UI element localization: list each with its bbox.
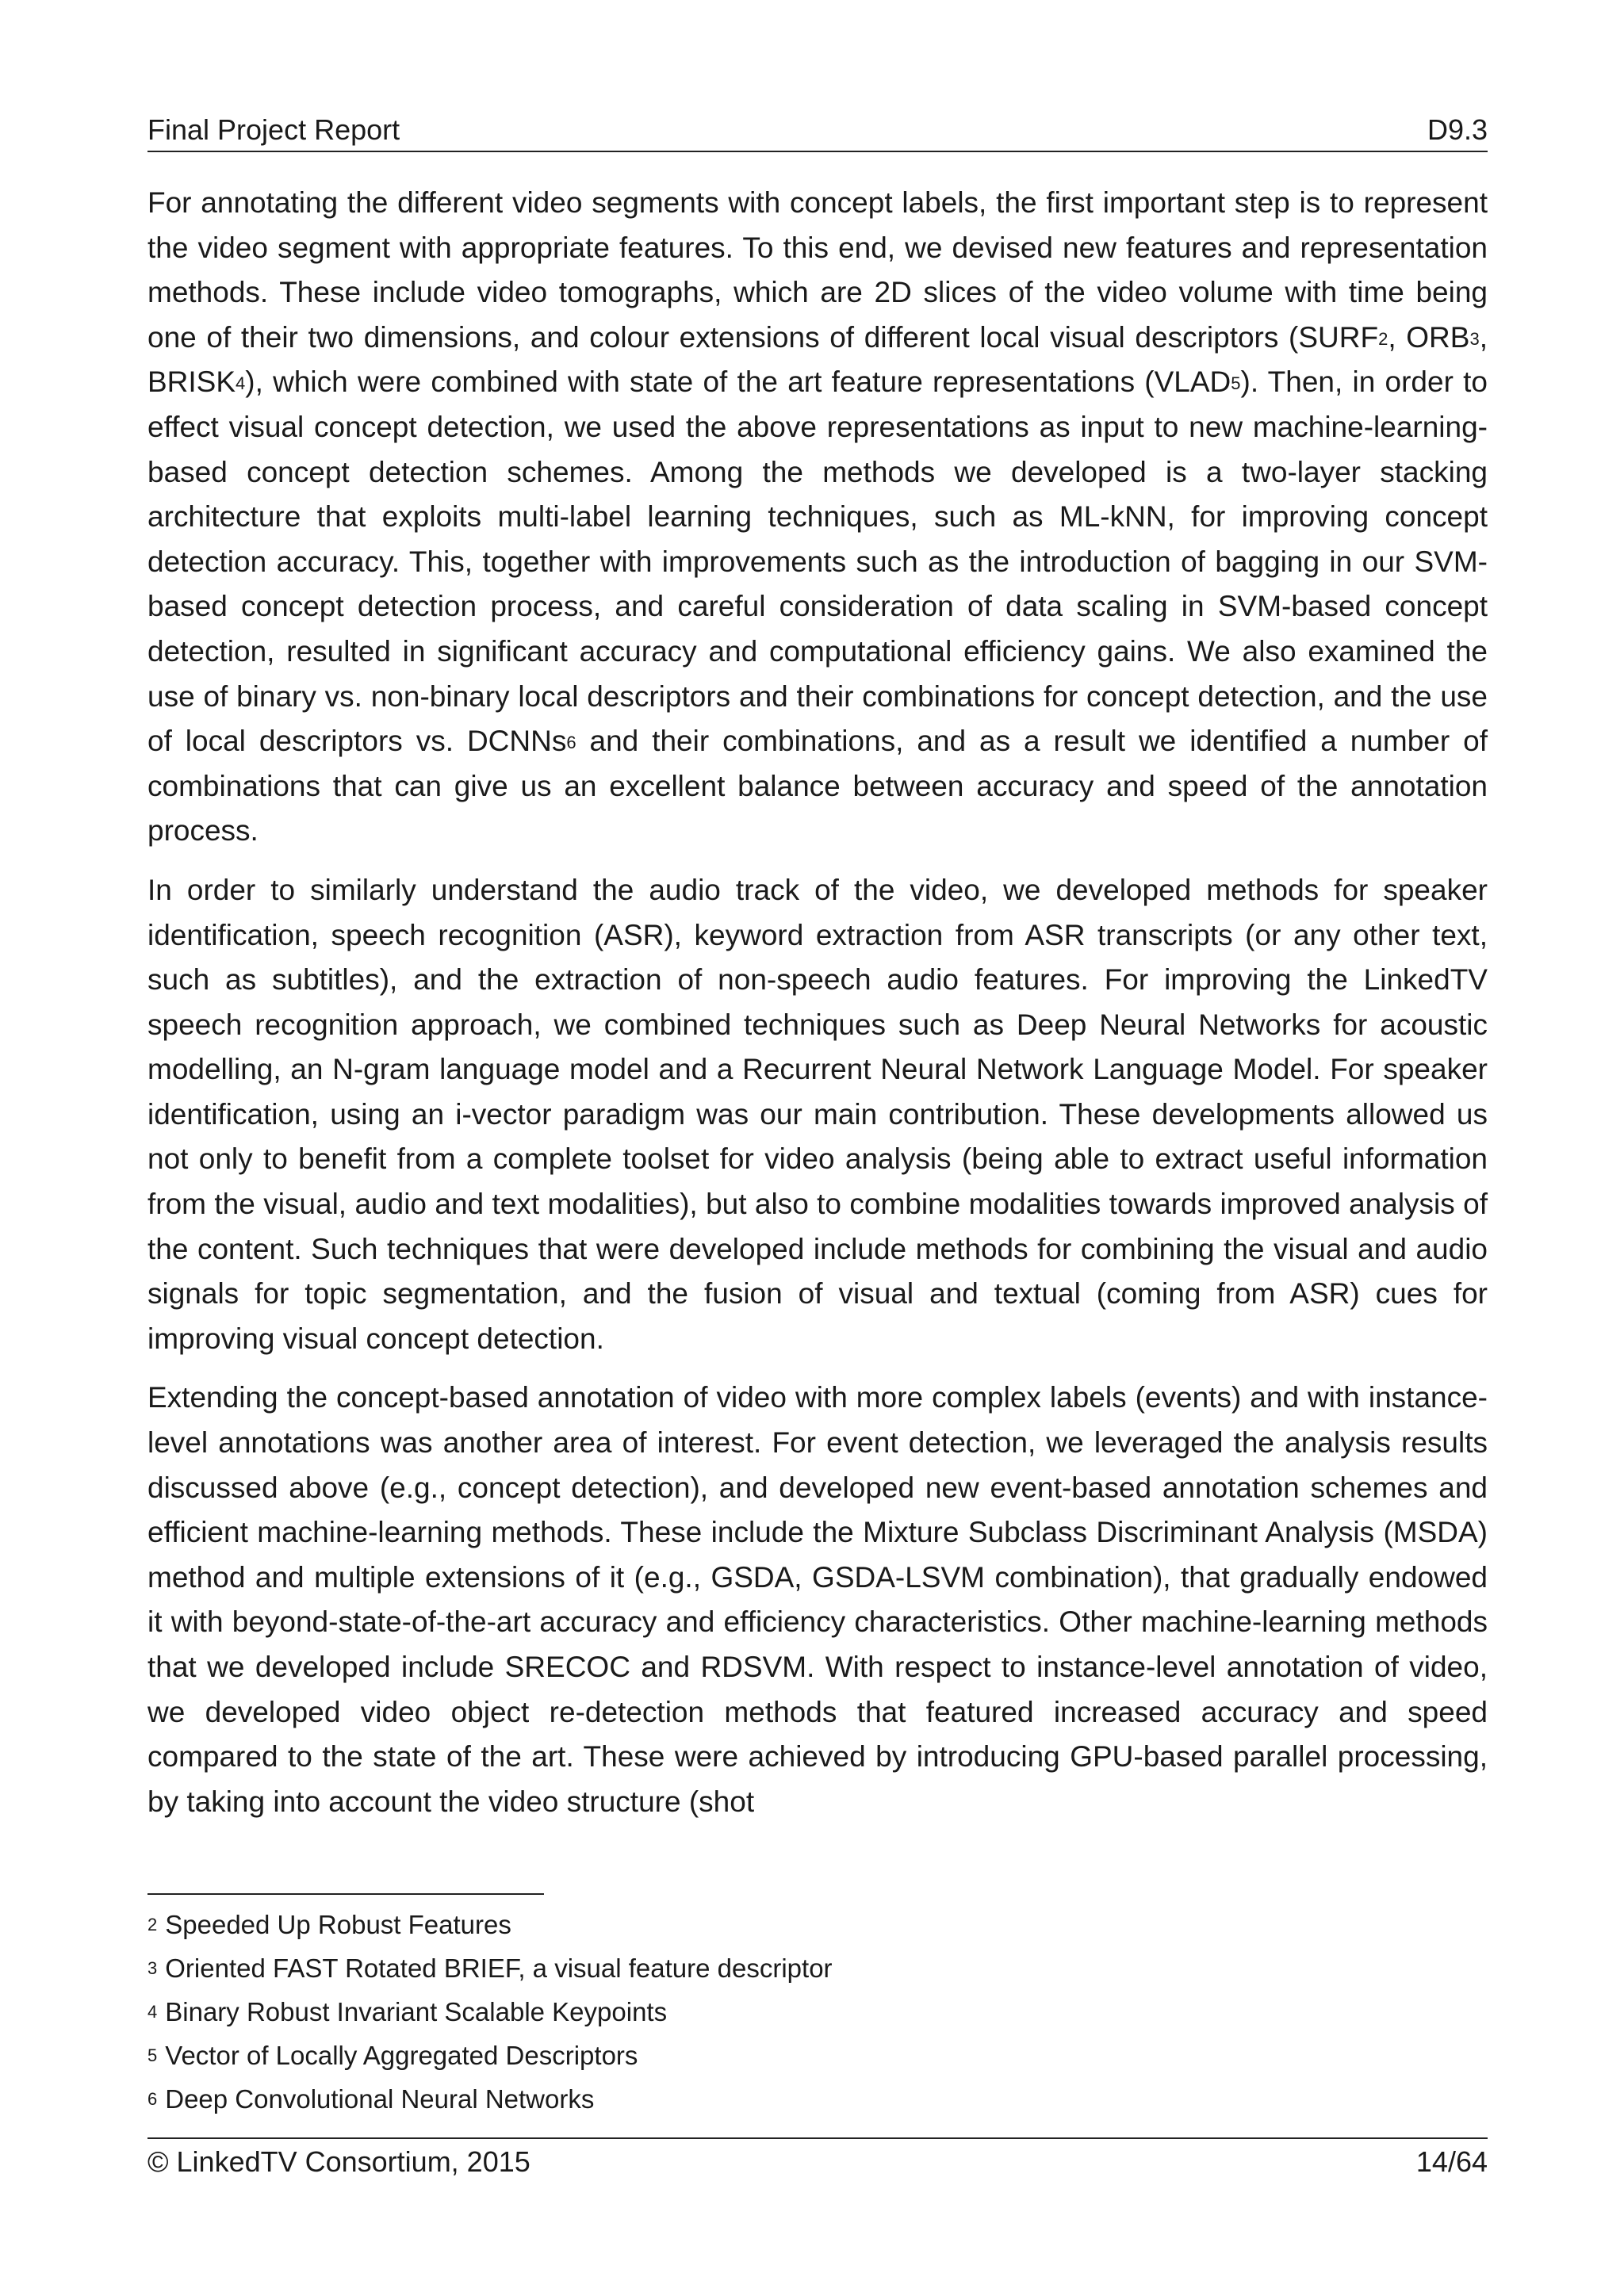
- page-number: 14/64: [1415, 2145, 1488, 2178]
- body-text: [147, 181, 1488, 1839]
- footnote-number: 6: [147, 2089, 158, 2109]
- paragraph-segment: ). Then, in order to effect visual concept detection, we used the above representations as input to new machine-learning-based concept detection schemes. Among the methods we developed is a two-layer stacking architecture that exploits multi-label learning techniques, such as ML-kNN, for improving concept detection accuracy. This, together with improvements such as the introduction of bagging in our SVM-based concept detection process, and careful consideration of data scaling in SVM-based concept detection, resulted in significant accuracy and computational efficiency gains. We also examined the use of binary vs. non-binary local descriptors and their combinations for concept detection, and the use of local descriptors vs. DCNNs: [147, 365, 1488, 758]
- deliverable-id: D9.3: [1427, 113, 1488, 146]
- page-header: [147, 111, 1488, 152]
- footnote-ref-5[interactable]: 5: [1231, 373, 1241, 394]
- footnote-ref-3[interactable]: 3: [1469, 328, 1480, 349]
- footnote-ref-4[interactable]: 4: [236, 373, 246, 394]
- paragraph-segment: , ORB: [1388, 320, 1470, 354]
- report-title: Final Project Report: [147, 113, 400, 146]
- paragraph-segment: , BRISK: [147, 320, 1488, 399]
- footnote-number: 4: [147, 2002, 158, 2022]
- footnote-5: [147, 2035, 1488, 2079]
- copyright-notice: © LinkedTV Consortium, 2015: [147, 2145, 530, 2178]
- footnote-number: 3: [147, 1958, 158, 1978]
- paragraph-event-detection: Extending the concept-based annotation of video with more complex labels (events) and with instance-level annotations was another area of interest. For event detection, we leveraged the analysis results discussed above (e.g., concept detection), and developed new event-based annotation schemes and efficient machine-learning methods. These include the Mixture Subclass Discriminant Analysis (MSDA) method and multiple extensions of it (e.g., GSDA, GSDA-LSVM combination), that gradually endowed it with beyond-state-of-the-art accuracy and efficiency characteristics. Other machine-learning methods that we developed include SRECOC and RDSVM. With respect to instance-level annotation of video, we developed video object re-detection methods that featured increased accuracy and speed compared to the state of the art. These were achieved by introducing GPU-based parallel processing, by taking into account the video structure (shot: [147, 1381, 1488, 1818]
- paragraph-audio-analysis: In order to similarly understand the audio track of the video, we developed methods for speaker identification, speech recognition (ASR), keyword extraction from ASR transcripts (or any other text, such as subtitles), and the extraction of non-speech audio features. For improving the LinkedTV speech recognition approach, we combined techniques such as Deep Neural Networks for acoustic modelling, an N-gram language model and a Recurrent Neural Network Language Model. For speaker identification, using an i-vector paradigm was our main contribution. These developments allowed us not only to benefit from a complete toolset for video analysis (being able to extract useful information from the visual, audio and text modalities), but also to combine modalities towards improved analysis of the content. Such techniques that were developed include methods for combining the visual and audio signals for topic segmentation, and the fusion of visual and textual (coming from ASR) cues for improving visual concept detection.: [147, 873, 1488, 1355]
- footnote-text: Deep Convolutional Neural Networks: [165, 2084, 595, 2114]
- paragraph-segment: and their combinations, and as a result we identified a number of combinations that can give us an excellent balance between accuracy and speed of the annotation process.: [147, 725, 1488, 848]
- footnote-2: [147, 1904, 1488, 1948]
- footnote-3: [147, 1948, 1488, 1992]
- footnote-text: Speeded Up Robust Features: [165, 1910, 511, 1939]
- paragraph-segment: ), which were combined with state of the art feature representations (VLAD: [245, 365, 1231, 399]
- footnote-separator: [147, 1893, 544, 1895]
- footnote-6: [147, 2079, 1488, 2122]
- footnote-text: Binary Robust Invariant Scalable Keypoints: [165, 1997, 668, 2026]
- footnote-text: Vector of Locally Aggregated Descriptors: [165, 2041, 638, 2070]
- paragraph-segment: For annotating the different video segments with concept labels, the first important step is to represent the video segment with appropriate features. To this end, we devised new features and representation methods. These include video tomographs, which are 2D slices of the video volume with time being one of their two dimensions, and colour extensions of different local visual descriptors (SURF: [147, 186, 1488, 354]
- footnote-text: Oriented FAST Rotated BRIEF, a visual feature descriptor: [165, 1954, 833, 1983]
- footnote-ref-2[interactable]: 2: [1378, 328, 1388, 349]
- footnotes: [147, 1904, 1488, 2122]
- footnote-ref-6[interactable]: 6: [566, 733, 576, 753]
- paragraph-visual-features: [147, 181, 1488, 854]
- footnote-4: [147, 1992, 1488, 2035]
- footnote-number: 2: [147, 1915, 158, 1934]
- footnote-number: 5: [147, 2045, 158, 2065]
- page-footer: [147, 2137, 1488, 2182]
